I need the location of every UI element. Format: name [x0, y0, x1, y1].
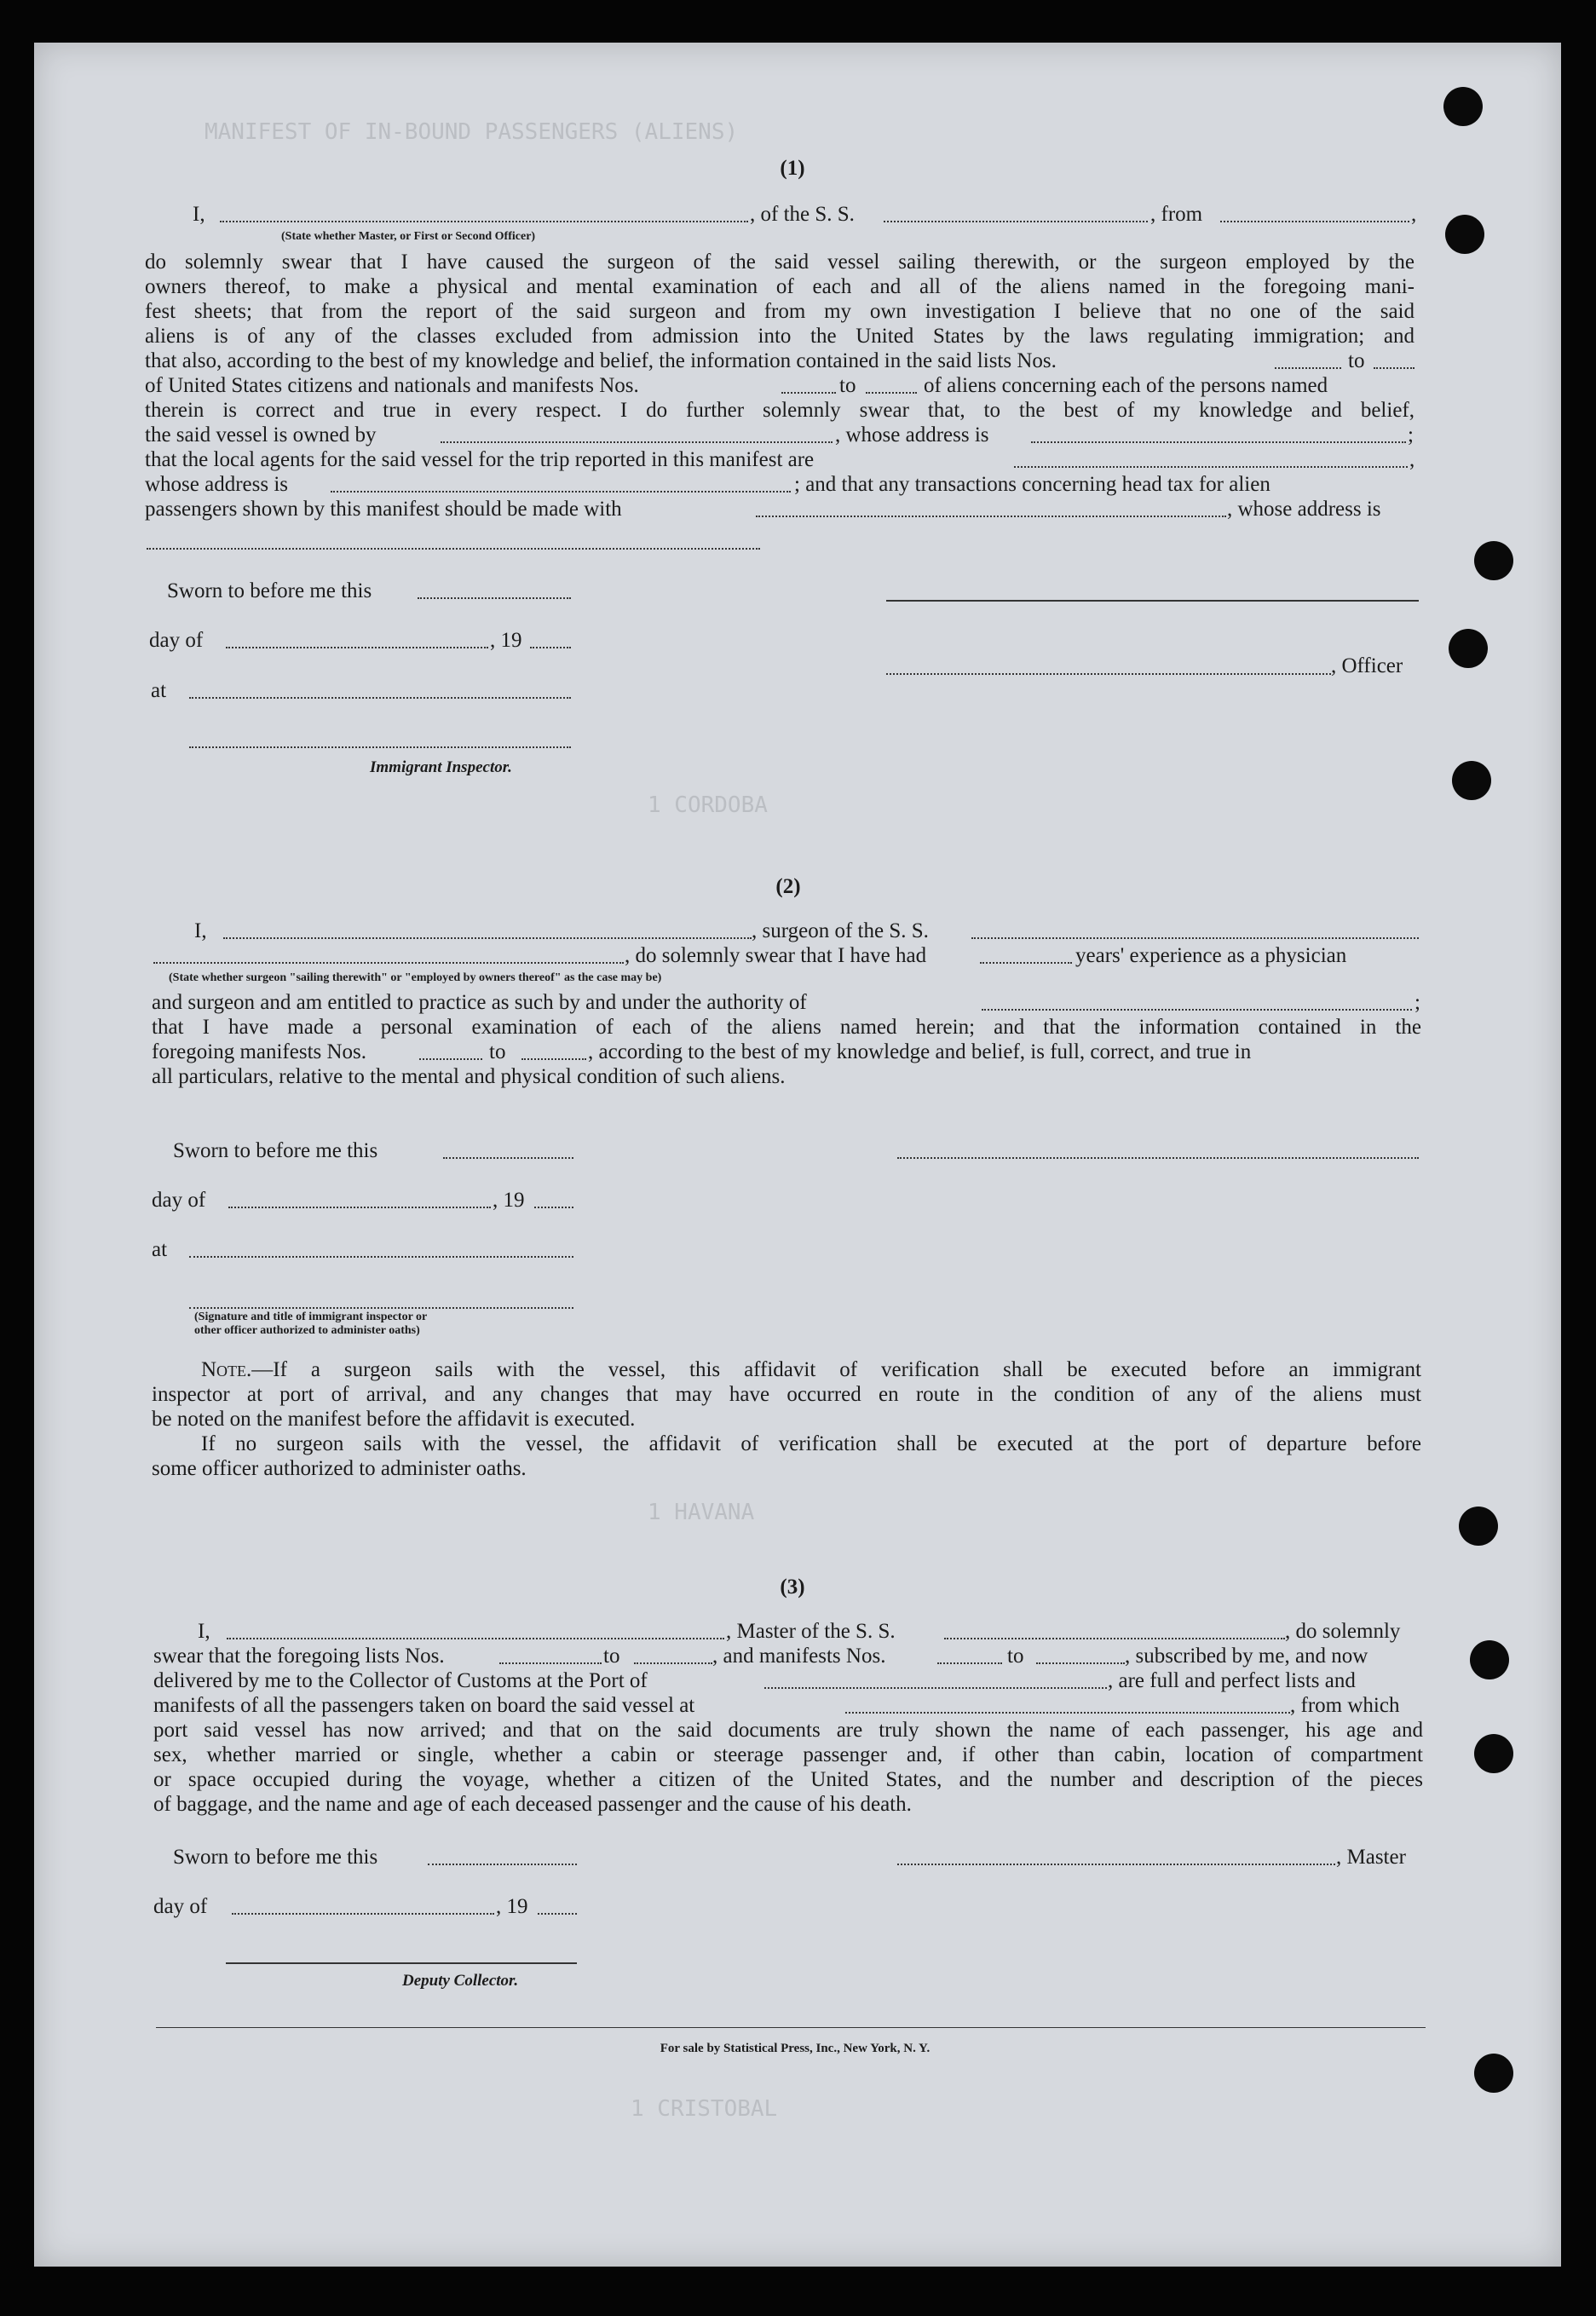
- section-2-i: I,: [194, 919, 207, 942]
- officer-note: (State whether Master, or First or Second Officer): [281, 230, 536, 243]
- section-3-i: I,: [198, 1620, 210, 1643]
- bleed-through-text: 1 CRISTOBAL: [631, 2096, 778, 2122]
- authority-field[interactable]: [982, 1009, 1412, 1011]
- section-1-manifests-line: of United States citizens and nationals and manifests Nos.: [145, 374, 639, 397]
- and-manifests-label: , and manifests Nos.: [712, 1645, 886, 1668]
- of-the-ss-label: , of the S. S.: [750, 203, 855, 226]
- swear-label: , do solemnly swear that I have had: [625, 944, 927, 967]
- trailing-comma: ,: [1411, 203, 1417, 226]
- sworn-day-field-3[interactable]: [428, 1864, 577, 1865]
- years-field[interactable]: [980, 962, 1072, 964]
- punch-hole: [1452, 761, 1491, 800]
- note-text: —If a surgeon sails with the vessel, this affidavit of verification shall be executed before an immigrant: [251, 1358, 1421, 1381]
- manifests-no-to-field[interactable]: [866, 392, 917, 394]
- local-agents-label: that the local agents for the said vessel for the trip reported in this manifest are: [145, 448, 815, 471]
- officer-name-field[interactable]: [220, 221, 748, 222]
- manifests-from-field-3[interactable]: [937, 1662, 1002, 1664]
- master-signature-line[interactable]: [897, 1864, 1335, 1865]
- owner-address-field[interactable]: [1031, 441, 1406, 443]
- section-1-paragraph-line: do solemnly swear that I have caused the surgeon of the said vessel sailing therewith, or the surgeon employed by the: [145, 251, 1415, 274]
- lists-to-field-3[interactable]: [634, 1662, 712, 1664]
- officer-label: , Officer: [1331, 654, 1403, 677]
- owned-by-label: the said vessel is owned by: [145, 423, 377, 446]
- punch-hole: [1443, 87, 1483, 126]
- do-solemnly-text: , do solemnly: [1285, 1620, 1401, 1643]
- year-label: , 19: [490, 629, 522, 652]
- section-3-number: (3): [780, 1576, 805, 1599]
- section-1-number: (1): [780, 157, 805, 180]
- deputy-signature-line[interactable]: [226, 1962, 577, 1964]
- at-label: at: [152, 1238, 168, 1261]
- section-3-paragraph-line: port said vessel has now arrived; and that on the said documents are truly shown the name of each passenger, his age and: [153, 1719, 1423, 1742]
- section-2-authority-line: and surgeon and am entitled to practice as such by and under the authority of: [152, 991, 807, 1014]
- to-label: to: [1348, 349, 1365, 372]
- punch-hole: [1449, 629, 1488, 668]
- year-label: , 19: [496, 1895, 528, 1918]
- section-1-paragraph-line: therein is correct and true in every respect. I do further solemnly swear that, to the best of my knowledge and belief,: [145, 399, 1415, 422]
- punch-hole: [1459, 1507, 1498, 1546]
- sworn-label: Sworn to before me this: [167, 579, 372, 602]
- to-label: to: [489, 1040, 506, 1063]
- from-label: , from: [1150, 203, 1203, 226]
- year-field-3[interactable]: [538, 1913, 577, 1915]
- to-label: to: [1007, 1645, 1024, 1668]
- footer-rule: [156, 2027, 1426, 2028]
- surgeon-status-note: (State whether surgeon "sailing therewith" or "employed by owners thereof" as the case may be): [169, 971, 662, 984]
- trailing-comma: ,: [1409, 448, 1415, 471]
- footer-imprint: For sale by Statistical Press, Inc., New York, N. Y.: [660, 2042, 931, 2055]
- whose-address-label: , whose address is: [835, 423, 989, 446]
- surgeon-of-label: , surgeon of the S. S.: [752, 919, 929, 942]
- ship-name-field-2[interactable]: [971, 937, 1419, 939]
- section-2-note-line: [201, 1357, 1421, 1382]
- port-taken-field[interactable]: [845, 1712, 1290, 1714]
- to-label: to: [603, 1645, 620, 1668]
- manifests-from-field-2[interactable]: [419, 1058, 482, 1060]
- subscribed-text: , subscribed by me, and now: [1125, 1645, 1368, 1668]
- section-2-note-line: some officer authorized to administer oaths.: [152, 1457, 527, 1480]
- head-tax-address-field[interactable]: [147, 548, 760, 550]
- bleed-through-text: MANIFEST OF IN-BOUND PASSENGERS (ALIENS): [205, 119, 739, 145]
- full-perfect-text: , are full and perfect lists and: [1108, 1669, 1356, 1692]
- surgeon-name-field[interactable]: [223, 937, 752, 939]
- day-of-label: day of: [153, 1895, 208, 1918]
- at-place-field[interactable]: [189, 697, 571, 699]
- punch-hole: [1470, 1640, 1509, 1679]
- section-2-note-line: If no surgeon sails with the vessel, the affidavit of verification shall be executed at the port of departure before: [201, 1432, 1421, 1455]
- section-2-note-line: inspector at port of arrival, and any changes that may have occurred en route in the condition of any of the aliens must: [152, 1383, 1421, 1406]
- from-port-field[interactable]: [1220, 221, 1409, 222]
- port-of-field[interactable]: [764, 1687, 1107, 1689]
- lists-from-field-3[interactable]: [499, 1662, 602, 1664]
- owner-field[interactable]: [441, 441, 833, 443]
- punch-hole: [1474, 1734, 1513, 1773]
- from-which-text: , from which: [1290, 1694, 1400, 1717]
- inspector-caption: Immigrant Inspector.: [370, 758, 512, 776]
- head-tax-text: ; and that any transactions concerning head tax for alien: [794, 473, 1270, 496]
- semicolon: ;: [1415, 991, 1420, 1014]
- of-aliens-text: of aliens concerning each of the persons named: [924, 374, 1328, 397]
- inspector-signature-line-2[interactable]: [189, 1307, 573, 1309]
- sworn-day-field-2[interactable]: [443, 1157, 573, 1159]
- section-2-full-correct-text: , according to the best of my knowledge and belief, is full, correct, and true in: [588, 1040, 1252, 1063]
- year-label: , 19: [493, 1189, 525, 1212]
- lists-no-from-field[interactable]: [1275, 367, 1341, 369]
- year-field[interactable]: [530, 647, 571, 648]
- punch-hole: [1474, 541, 1513, 580]
- section-1-lists-line: that also, according to the best of my knowledge and belief, the information contained in the said lists Nos.: [145, 349, 1057, 372]
- to-label: to: [839, 374, 856, 397]
- section-1-paragraph-line: fest sheets; that from the report of the said surgeon and from my own investigation I believe that no one of the said: [145, 300, 1415, 323]
- local-agents-field[interactable]: [1014, 466, 1408, 468]
- section-2-paragraph-line: all particulars, relative to the mental and physical condition of such aliens.: [152, 1065, 786, 1088]
- day-of-month-field-3[interactable]: [232, 1913, 494, 1915]
- agents-address-label: whose address is: [145, 473, 289, 496]
- signature-note-line-1: (Signature and title of immigrant inspector or: [194, 1311, 428, 1323]
- master-of-label: , Master of the S. S.: [726, 1620, 896, 1643]
- signature-note-line-2: other officer authorized to administer oaths): [194, 1324, 420, 1337]
- lists-nos-label: swear that the foregoing lists Nos.: [153, 1645, 445, 1668]
- manifests-no-from-field[interactable]: [781, 392, 836, 394]
- bleed-through-text: 1 HAVANA: [648, 1500, 755, 1525]
- day-of-month-field-2[interactable]: [228, 1207, 491, 1208]
- year-field-2[interactable]: [534, 1207, 573, 1208]
- section-1-paragraph-line: aliens is of any of the classes excluded from admission into the United States by the laws regulating immigration; and: [145, 325, 1415, 348]
- semicolon: ;: [1408, 423, 1414, 446]
- collector-label: delivered by me to the Collector of Customs at the Port of: [153, 1669, 648, 1692]
- section-2-manifests-label: foregoing manifests Nos.: [152, 1040, 367, 1063]
- at-label: at: [151, 679, 167, 702]
- officer-title-line[interactable]: [886, 673, 1331, 675]
- sworn-label: Sworn to before me this: [173, 1846, 378, 1869]
- note-label: Note.: [201, 1358, 252, 1381]
- deputy-caption: Deputy Collector.: [402, 1972, 519, 1990]
- surgeon-status-field[interactable]: [153, 962, 624, 964]
- taken-on-board-label: manifests of all the passengers taken on board the said vessel at: [153, 1694, 695, 1717]
- officer-signature-line[interactable]: [886, 600, 1419, 602]
- whose-address-label: , whose address is: [1227, 498, 1381, 521]
- section-2-paragraph-line: that I have made a personal examination of each of the aliens named herein; and that the information contained in the: [152, 1016, 1421, 1039]
- surgeon-signature-line[interactable]: [897, 1157, 1419, 1159]
- day-of-label: day of: [152, 1189, 206, 1212]
- punch-hole: [1474, 2054, 1513, 2093]
- at-place-field-2[interactable]: [189, 1256, 573, 1258]
- passengers-label: passengers shown by this manifest should be made with: [145, 498, 622, 521]
- ship-name-field-3[interactable]: [944, 1638, 1285, 1639]
- manifests-to-field-3[interactable]: [1036, 1662, 1125, 1664]
- inspector-signature-line[interactable]: [189, 746, 571, 748]
- head-tax-party-field[interactable]: [756, 516, 1226, 517]
- manifests-to-field-2[interactable]: [521, 1058, 586, 1060]
- punch-hole: [1445, 215, 1484, 254]
- section-3-paragraph-line: sex, whether married or single, whether a cabin or steerage passenger and, if other than cabin, location of compartment: [153, 1743, 1423, 1766]
- section-2-number: (2): [775, 875, 801, 898]
- sworn-day-field[interactable]: [418, 597, 571, 599]
- day-of-month-field[interactable]: [226, 647, 488, 648]
- bleed-through-text: 1 CORDOBA: [648, 792, 768, 818]
- section-2-note-line: be noted on the manifest before the affidavit is executed.: [152, 1408, 636, 1431]
- ship-name-field[interactable]: [884, 221, 1148, 222]
- years-experience-text: years' experience as a physician: [1075, 944, 1347, 967]
- section-1-i: I,: [193, 203, 205, 226]
- section-1-paragraph-line: owners thereof, to make a physical and mental examination of each and all of the aliens named in the foregoing mani-: [145, 275, 1415, 298]
- sworn-label: Sworn to before me this: [173, 1139, 378, 1162]
- lists-no-to-field[interactable]: [1374, 367, 1415, 369]
- master-label: , Master: [1336, 1846, 1406, 1869]
- section-3-paragraph-line: of baggage, and the name and age of each deceased passenger and the cause of his death.: [153, 1793, 912, 1816]
- day-of-label: day of: [149, 629, 204, 652]
- master-name-field[interactable]: [227, 1638, 724, 1639]
- agents-address-field[interactable]: [331, 491, 791, 493]
- section-3-paragraph-line: or space occupied during the voyage, whether a citizen of the United States, and the number and description of the pieces: [153, 1768, 1423, 1791]
